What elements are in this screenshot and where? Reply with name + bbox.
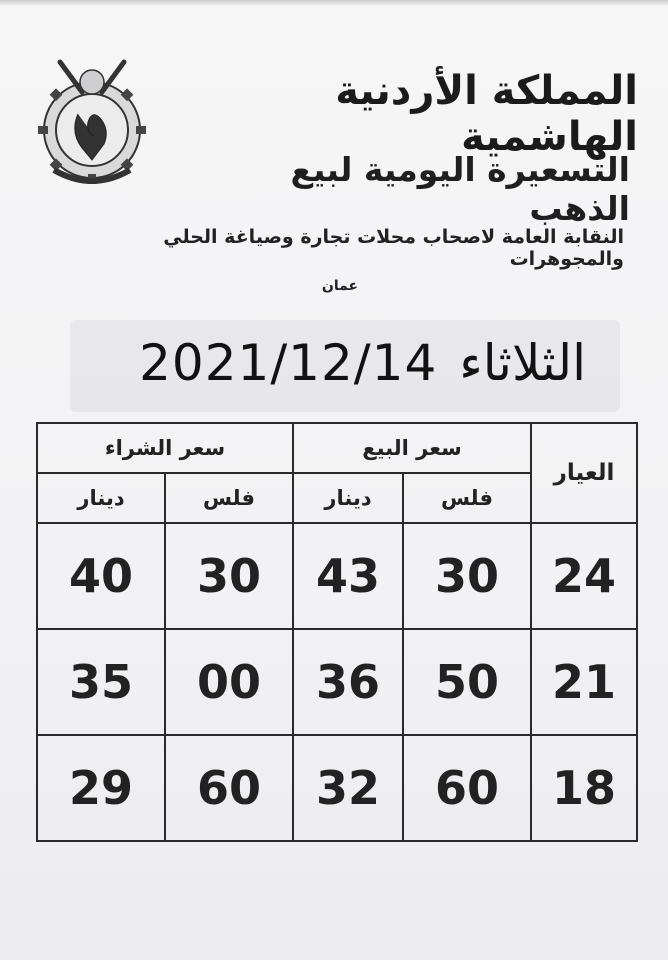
kingdom-title: المملكة الأردنية الهاشمية [335, 68, 638, 160]
gear-seal-icon [30, 52, 154, 202]
city-name: عمان [321, 278, 359, 294]
sell-dinar-cell: 36 [293, 629, 403, 735]
top-edge-shadow [0, 0, 668, 6]
sell-fils-header: فلس [403, 473, 531, 523]
union-name: النقابة العامة لاصحاب محلات تجارة وصياغة الحلي والمجوهرات [163, 226, 624, 270]
sell-price-header: سعر البيع [293, 423, 531, 473]
buy-dinar-cell: 40 [37, 523, 165, 629]
sell-dinar-cell: 32 [293, 735, 403, 841]
table-row [37, 735, 637, 841]
karat-cell: 24 [531, 523, 637, 629]
buy-dinar-cell: 29 [37, 735, 165, 841]
date-line [86, 328, 586, 398]
sell-dinar-header: دينار [293, 473, 403, 523]
sell-fils-cell: 60 [403, 735, 531, 841]
gold-price-table [36, 422, 638, 842]
table-row [37, 629, 637, 735]
buy-fils-cell: 60 [165, 735, 293, 841]
buy-fils-cell: 30 [165, 523, 293, 629]
day-name: الثلاثاء [459, 334, 586, 392]
table-row [37, 523, 637, 629]
price-date: 2021/12/14 [139, 334, 438, 392]
sell-fils-cell: 30 [403, 523, 531, 629]
buy-fils-cell: 00 [165, 629, 293, 735]
buy-fils-header: فلس [165, 473, 293, 523]
buy-price-header: سعر الشراء [37, 423, 293, 473]
sell-fils-cell: 50 [403, 629, 531, 735]
karat-header: العيار [531, 423, 637, 523]
sell-dinar-cell: 43 [293, 523, 403, 629]
buy-dinar-cell: 35 [37, 629, 165, 735]
buy-dinar-header: دينار [37, 473, 165, 523]
karat-cell: 18 [531, 735, 637, 841]
pricing-subtitle: التسعيرة اليومية لبيع الذهب [290, 150, 630, 228]
karat-cell: 21 [531, 629, 637, 735]
